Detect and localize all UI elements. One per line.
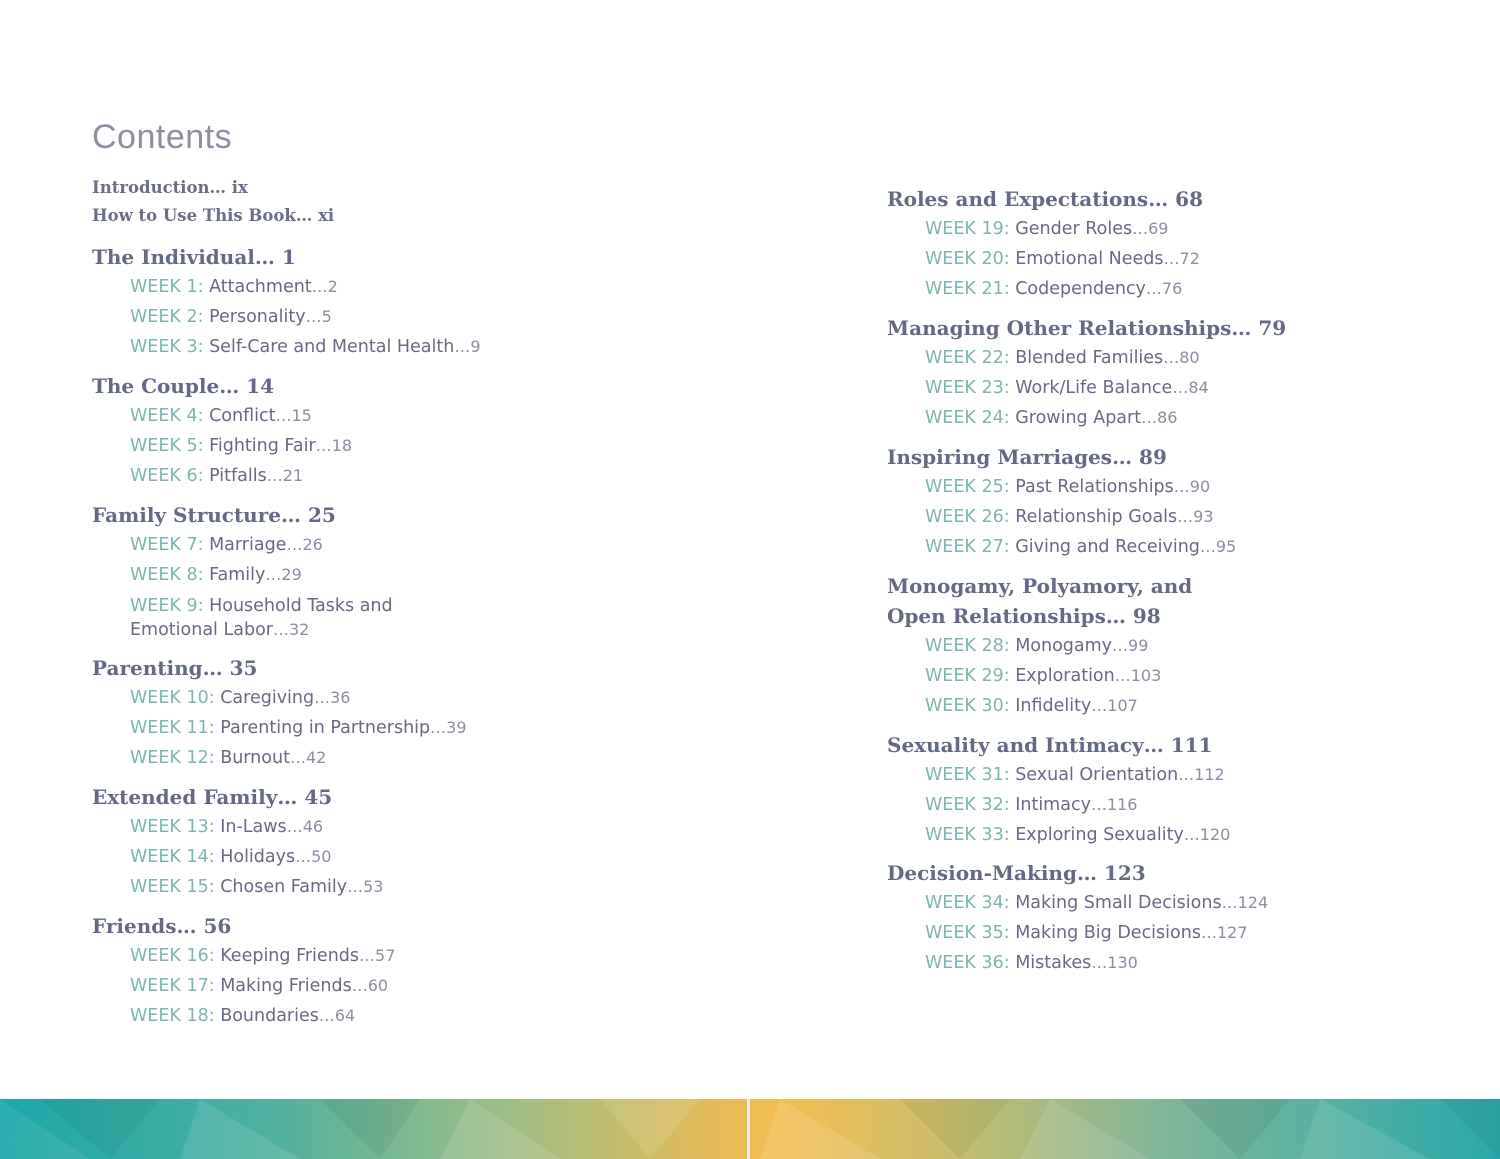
toc-entry[interactable] bbox=[925, 214, 1203, 244]
entry-page-number: …9 bbox=[454, 337, 481, 357]
toc-entry[interactable] bbox=[130, 431, 352, 461]
entry-page-number: …116 bbox=[1090, 795, 1138, 815]
entry-topic: Caregiving bbox=[220, 688, 315, 708]
entry-topic: Sexual Orientation bbox=[1015, 765, 1179, 785]
toc-entry[interactable] bbox=[925, 502, 1236, 532]
toc-entry[interactable] bbox=[925, 532, 1236, 562]
toc-entry[interactable] bbox=[130, 302, 481, 332]
entry-page-number: …46 bbox=[286, 817, 324, 836]
week-label: WEEK 25: bbox=[925, 477, 1010, 497]
toc-entry[interactable] bbox=[130, 842, 383, 872]
toc-entry[interactable] bbox=[130, 743, 467, 773]
entry-page-number: …90 bbox=[1173, 477, 1211, 496]
entry-topic: Personality bbox=[209, 307, 306, 328]
entry-page-number: …80 bbox=[1163, 348, 1200, 367]
toc-entry[interactable] bbox=[925, 918, 1268, 948]
entry-topic: Gender Roles bbox=[1015, 219, 1133, 239]
week-label: WEEK 16: bbox=[130, 946, 215, 966]
entry-topic: Making Friends bbox=[220, 976, 352, 997]
section-heading[interactable]: Friends… 56 bbox=[92, 914, 232, 938]
week-label: WEEK 10: bbox=[130, 688, 215, 708]
week-label: WEEK 17: bbox=[130, 976, 215, 997]
entry-page-number: …5 bbox=[305, 307, 332, 327]
entry-page-number: …50 bbox=[295, 847, 332, 867]
entry-page-number: …120 bbox=[1183, 825, 1231, 845]
entry-page-number: …32 bbox=[272, 620, 310, 640]
entry-page-number: …69 bbox=[1132, 219, 1169, 238]
week-label: WEEK 14: bbox=[130, 847, 215, 868]
week-label: WEEK 31: bbox=[925, 765, 1010, 785]
toc-entry[interactable] bbox=[130, 272, 481, 302]
toc-intro-item[interactable]: Introduction… ix bbox=[92, 178, 248, 197]
week-label: WEEK 7: bbox=[130, 535, 204, 555]
toc-entry[interactable] bbox=[925, 472, 1236, 502]
toc-entry[interactable] bbox=[130, 461, 352, 491]
entry-topic: Making Big Decisions bbox=[1015, 923, 1201, 944]
week-label: WEEK 3: bbox=[130, 337, 204, 358]
entry-page-number: …29 bbox=[265, 565, 302, 585]
toc-section bbox=[92, 500, 460, 645]
entry-page-number: …127 bbox=[1200, 923, 1248, 943]
week-label: WEEK 30: bbox=[925, 696, 1010, 717]
week-label: WEEK 26: bbox=[925, 507, 1010, 528]
week-label: WEEK 1: bbox=[130, 277, 204, 297]
week-label: WEEK 27: bbox=[925, 537, 1010, 558]
entry-page-number: …53 bbox=[347, 877, 384, 897]
entry-topic: Relationship Goals bbox=[1015, 507, 1178, 528]
toc-entry[interactable] bbox=[130, 401, 352, 431]
entry-page-number: …107 bbox=[1091, 696, 1138, 716]
entry-topic: Past Relationships bbox=[1015, 477, 1174, 497]
week-label: WEEK 20: bbox=[925, 249, 1010, 270]
toc-entry[interactable] bbox=[130, 872, 383, 902]
entry-page-number: …124 bbox=[1221, 893, 1269, 912]
entry-topic: Household Tasks and Emotional Labor bbox=[130, 596, 393, 641]
week-label: WEEK 12: bbox=[130, 748, 215, 769]
entry-page-number: …64 bbox=[318, 1006, 356, 1026]
entry-page-number: …84 bbox=[1172, 378, 1209, 398]
toc-section bbox=[887, 730, 1230, 851]
toc-entry[interactable] bbox=[925, 820, 1230, 850]
toc-entry[interactable] bbox=[130, 332, 481, 362]
toc-entry[interactable] bbox=[130, 530, 460, 560]
section-heading[interactable]: Managing Other Relationships… 79 bbox=[887, 316, 1287, 340]
toc-entry[interactable] bbox=[925, 343, 1286, 373]
entry-page-number: …76 bbox=[1145, 279, 1183, 299]
entry-topic: Growing Apart bbox=[1015, 408, 1142, 429]
entry-topic: Keeping Friends bbox=[220, 946, 360, 966]
entry-topic: Monogamy bbox=[1015, 636, 1113, 656]
entry-topic: Giving and Receiving bbox=[1015, 537, 1200, 558]
week-label: WEEK 32: bbox=[925, 795, 1010, 816]
toc-entry[interactable] bbox=[925, 760, 1230, 790]
entry-topic: Work/Life Balance bbox=[1015, 378, 1173, 399]
section-heading[interactable]: Inspiring Marriages… 89 bbox=[887, 445, 1167, 469]
week-label: WEEK 9: bbox=[130, 596, 204, 617]
week-label: WEEK 11: bbox=[130, 718, 215, 739]
entry-page-number: …60 bbox=[351, 976, 389, 996]
week-label: WEEK 22: bbox=[925, 348, 1010, 368]
toc-entry[interactable] bbox=[925, 631, 1207, 661]
entry-topic: Infidelity bbox=[1015, 696, 1092, 717]
toc-entry[interactable] bbox=[925, 373, 1286, 403]
week-label: WEEK 33: bbox=[925, 825, 1010, 846]
entry-topic: Codependency bbox=[1015, 279, 1146, 300]
week-label: WEEK 29: bbox=[925, 666, 1010, 687]
entry-page-number: …18 bbox=[315, 436, 353, 456]
week-label: WEEK 19: bbox=[925, 219, 1010, 239]
entry-page-number: …26 bbox=[286, 535, 323, 554]
entry-page-number: …112 bbox=[1178, 765, 1225, 784]
week-label: WEEK 6: bbox=[130, 466, 204, 487]
entry-page-number: …15 bbox=[275, 406, 312, 425]
entry-topic: Holidays bbox=[220, 847, 296, 868]
toc-section bbox=[92, 653, 467, 774]
entry-topic: Pitfalls bbox=[209, 466, 267, 487]
entry-page-number: …72 bbox=[1163, 249, 1200, 269]
section-heading[interactable]: Roles and Expectations… 68 bbox=[887, 187, 1203, 211]
toc-entry[interactable] bbox=[130, 560, 460, 590]
week-label: WEEK 8: bbox=[130, 565, 204, 586]
section-heading[interactable]: The Individual… 1 bbox=[92, 245, 296, 269]
entry-page-number: …57 bbox=[359, 946, 396, 965]
decorative-banner bbox=[0, 1099, 1500, 1159]
entry-topic: Parenting in Partnership bbox=[220, 718, 431, 739]
entry-page-number: …130 bbox=[1091, 953, 1138, 973]
week-label: WEEK 4: bbox=[130, 406, 204, 426]
section-heading[interactable]: Parenting… 35 bbox=[92, 656, 258, 680]
page-gutter bbox=[747, 1099, 750, 1159]
toc-entry[interactable] bbox=[925, 691, 1207, 721]
toc-entry[interactable] bbox=[130, 941, 395, 971]
toc-entry[interactable] bbox=[130, 683, 467, 713]
toc-section bbox=[887, 442, 1236, 563]
toc-section bbox=[887, 858, 1268, 979]
polygon-pattern bbox=[0, 1099, 1500, 1159]
week-label: WEEK 34: bbox=[925, 893, 1010, 913]
toc-entry[interactable] bbox=[130, 713, 467, 743]
toc-entry[interactable] bbox=[925, 888, 1268, 918]
week-label: WEEK 36: bbox=[925, 953, 1010, 974]
page-title: Contents bbox=[92, 118, 233, 156]
entry-page-number: …95 bbox=[1199, 537, 1237, 557]
week-label: WEEK 5: bbox=[130, 436, 204, 457]
entry-page-number: …99 bbox=[1112, 636, 1149, 655]
section-heading[interactable]: Monogamy, Polyamory, and Open Relationships… 98 bbox=[887, 574, 1193, 628]
week-label: WEEK 13: bbox=[130, 817, 215, 837]
week-label: WEEK 18: bbox=[130, 1006, 215, 1027]
entry-topic: Exploration bbox=[1015, 666, 1115, 687]
toc-section bbox=[887, 313, 1286, 434]
toc-entry[interactable] bbox=[130, 1001, 395, 1031]
toc-section bbox=[887, 184, 1203, 305]
toc-intro-item[interactable]: How to Use This Book… xi bbox=[92, 206, 335, 225]
entry-page-number: …36 bbox=[314, 688, 351, 707]
toc-entry[interactable] bbox=[925, 790, 1230, 820]
section-heading[interactable]: The Couple… 14 bbox=[92, 374, 275, 398]
week-label: WEEK 23: bbox=[925, 378, 1010, 399]
entry-topic: In-Laws bbox=[220, 817, 287, 837]
toc-entry[interactable] bbox=[130, 971, 395, 1001]
toc-entry[interactable] bbox=[925, 661, 1207, 691]
entry-page-number: …93 bbox=[1177, 507, 1214, 527]
entry-topic: Marriage bbox=[209, 535, 287, 555]
section-heading[interactable]: Sexuality and Intimacy… 111 bbox=[887, 733, 1213, 757]
entry-page-number: …39 bbox=[430, 718, 467, 738]
toc-section bbox=[92, 911, 395, 1032]
toc-entry[interactable] bbox=[925, 244, 1203, 274]
toc-entry[interactable] bbox=[925, 274, 1203, 304]
entry-topic: Mistakes bbox=[1015, 953, 1092, 974]
entry-topic: Self-Care and Mental Health bbox=[209, 337, 455, 358]
entry-topic: Burnout bbox=[220, 748, 290, 769]
entry-topic: Blended Families bbox=[1015, 348, 1164, 368]
week-label: WEEK 15: bbox=[130, 877, 215, 898]
week-label: WEEK 21: bbox=[925, 279, 1010, 300]
week-label: WEEK 24: bbox=[925, 408, 1010, 429]
entry-topic: Intimacy bbox=[1015, 795, 1091, 816]
intro-list bbox=[92, 174, 334, 230]
week-label: WEEK 35: bbox=[925, 923, 1010, 944]
entry-page-number: …2 bbox=[311, 277, 338, 296]
entry-topic: Fighting Fair bbox=[209, 436, 316, 457]
toc-entry[interactable] bbox=[130, 590, 460, 645]
toc-entry[interactable] bbox=[130, 812, 383, 842]
entry-topic: Emotional Needs bbox=[1015, 249, 1164, 270]
week-label: WEEK 2: bbox=[130, 307, 204, 328]
entry-topic: Attachment bbox=[209, 277, 312, 297]
entry-page-number: …42 bbox=[289, 748, 327, 768]
toc-section bbox=[92, 242, 481, 363]
section-heading[interactable]: Decision-Making… 123 bbox=[887, 861, 1146, 885]
entry-page-number: …86 bbox=[1141, 408, 1178, 428]
entry-topic: Family bbox=[209, 565, 266, 586]
section-heading[interactable]: Extended Family… 45 bbox=[92, 785, 333, 809]
entry-topic: Making Small Decisions bbox=[1015, 893, 1222, 913]
entry-page-number: …21 bbox=[266, 466, 304, 486]
entry-topic: Chosen Family bbox=[220, 877, 348, 898]
week-label: WEEK 28: bbox=[925, 636, 1010, 656]
section-heading[interactable]: Family Structure… 25 bbox=[92, 503, 336, 527]
toc-section bbox=[92, 371, 352, 492]
entry-topic: Boundaries bbox=[220, 1006, 319, 1027]
entry-topic: Conflict bbox=[209, 406, 276, 426]
toc-entry[interactable] bbox=[925, 948, 1268, 978]
entry-topic: Exploring Sexuality bbox=[1015, 825, 1184, 846]
toc-section bbox=[887, 571, 1207, 722]
toc-entry[interactable] bbox=[925, 403, 1286, 433]
entry-page-number: …103 bbox=[1114, 666, 1162, 686]
toc-section bbox=[92, 782, 383, 903]
